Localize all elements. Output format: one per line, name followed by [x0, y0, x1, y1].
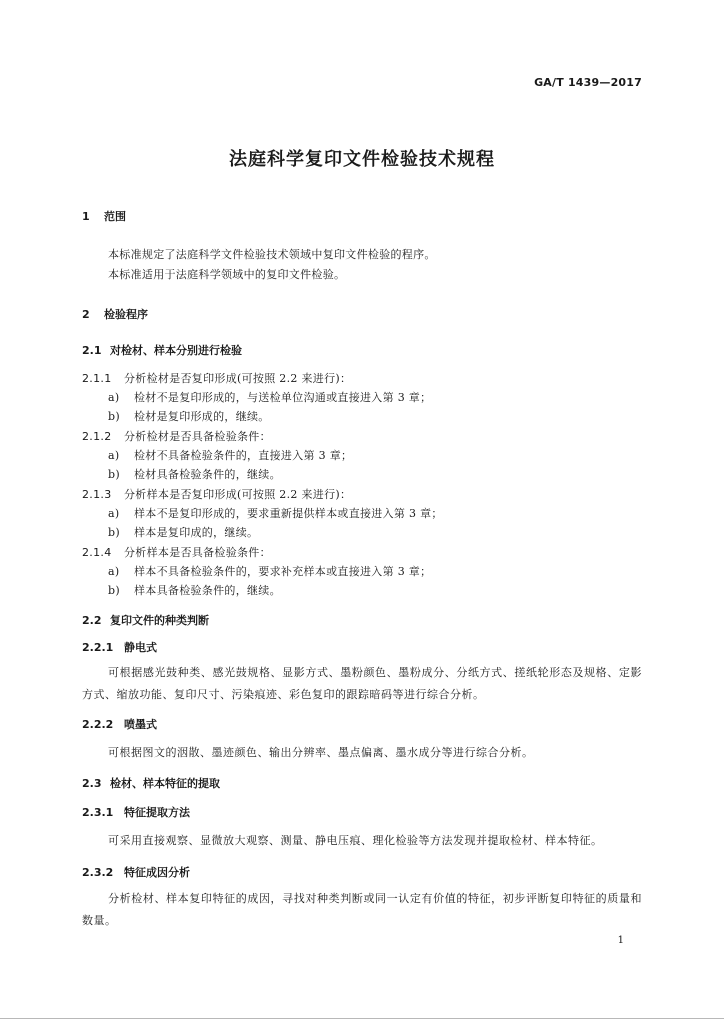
item-label: b)	[108, 410, 120, 423]
section-number: 2	[82, 308, 90, 321]
paragraph: 可采用直接观察、显微放大观察、测量、静电压痕、理化检验等方法发现并提取检材、样本特征。	[108, 834, 603, 847]
item-text: 检材不具备检验条件的，直接进入第 3 章；	[134, 449, 353, 462]
list-item	[108, 389, 431, 405]
paragraph: 本标准适用于法庭科学领域中的复印文件检验。	[108, 268, 346, 281]
item-text: 检材不是复印形成的，与送检单位沟通或直接进入第 3 章；	[134, 391, 432, 404]
section-title: 检材、样本特征的提取	[110, 777, 220, 790]
item-label: b)	[108, 584, 120, 597]
item-label: b)	[108, 468, 120, 481]
clause-number: 2.1.2	[82, 430, 112, 443]
subsection-2-3-1-heading	[82, 804, 190, 820]
section-number: 2.3	[82, 777, 102, 790]
section-number: 1	[82, 210, 90, 223]
list-item	[108, 505, 443, 521]
section-number: 2.2.1	[82, 641, 114, 654]
paragraph: 可根据感光鼓种类、感光鼓规格、显影方式、墨粉颜色、墨粉成分、分纸方式、搓纸轮形态及规格、定影方式、缩放功能、复印尺寸、污染痕迹、彩色复印的跟踪暗码等进行综合分析。	[82, 666, 642, 701]
section-number: 2.3.1	[82, 806, 114, 819]
section-number: 2.2	[82, 614, 102, 627]
item-label: b)	[108, 526, 120, 539]
section-title: 特征提取方法	[124, 806, 190, 819]
section-number: 2.1	[82, 344, 102, 357]
clause-2-1-2	[82, 428, 271, 444]
page-edge-divider	[0, 1018, 724, 1019]
list-item	[108, 582, 281, 598]
clause-2-1-3	[82, 486, 351, 502]
section-number: 2.3.2	[82, 866, 114, 879]
section-title: 对检材、样本分别进行检验	[110, 344, 242, 357]
list-item	[108, 524, 258, 540]
item-label: a)	[108, 507, 120, 520]
list-item	[108, 408, 270, 424]
paragraph: 本标准规定了法庭科学文件检验技术领域中复印文件检验的程序。	[108, 248, 436, 261]
item-label: a)	[108, 391, 120, 404]
standard-code: GA/T 1439—2017	[534, 76, 642, 89]
section-2-heading	[82, 306, 148, 322]
section-title: 特征成因分析	[124, 866, 190, 879]
page-number: 1	[617, 935, 624, 946]
subsection-2-1-heading	[82, 342, 242, 358]
subsection-2-3-2-heading	[82, 864, 190, 880]
item-text: 样本是复印成的，继续。	[134, 526, 259, 539]
clause-number: 2.1.4	[82, 546, 112, 559]
section-title: 喷墨式	[124, 718, 157, 731]
section-title: 静电式	[124, 641, 157, 654]
item-text: 样本具备检验条件的，继续。	[134, 584, 281, 597]
clause-text: 分析检材是否复印形成(可按照 2.2 来进行)：	[124, 372, 352, 385]
section-1-heading	[82, 208, 126, 224]
clause-2-1-1	[82, 370, 351, 386]
section-title: 复印文件的种类判断	[110, 614, 209, 627]
clause-number: 2.1.3	[82, 488, 112, 501]
item-label: a)	[108, 565, 120, 578]
clause-2-1-4	[82, 544, 271, 560]
clause-number: 2.1.1	[82, 372, 112, 385]
section-number: 2.2.2	[82, 718, 114, 731]
item-text: 样本不具备检验条件的，要求补充样本或直接进入第 3 章；	[134, 565, 432, 578]
subsection-2-2-1-heading	[82, 639, 157, 655]
subsection-2-2-2-heading	[82, 716, 157, 732]
section-title: 范围	[104, 210, 126, 223]
document-title: 法庭科学复印文件检验技术规程	[229, 149, 495, 170]
item-label: a)	[108, 449, 120, 462]
paragraph: 可根据图文的洇散、墨迹颜色、输出分辨率、墨点偏离、墨水成分等进行综合分析。	[108, 746, 534, 759]
clause-text: 分析样本是否具备检验条件：	[124, 546, 271, 559]
subsection-2-2-heading	[82, 612, 209, 628]
paragraph: 分析检材、样本复印特征的成因，寻找对种类判断或同一认定有价值的特征，初步评断复印特征的质量和数量。	[82, 892, 642, 927]
item-text: 检材具备检验条件的，继续。	[134, 468, 281, 481]
item-text: 检材是复印形成的，继续。	[134, 410, 270, 423]
item-text: 样本不是复印形成的，要求重新提供样本或直接进入第 3 章；	[134, 507, 443, 520]
section-title: 检验程序	[104, 308, 148, 321]
list-item	[108, 447, 352, 463]
list-item	[108, 466, 281, 482]
clause-text: 分析样本是否复印形成(可按照 2.2 来进行)：	[124, 488, 352, 501]
list-item	[108, 563, 431, 579]
subsection-2-3-heading	[82, 775, 220, 791]
clause-text: 分析检材是否具备检验条件：	[124, 430, 271, 443]
